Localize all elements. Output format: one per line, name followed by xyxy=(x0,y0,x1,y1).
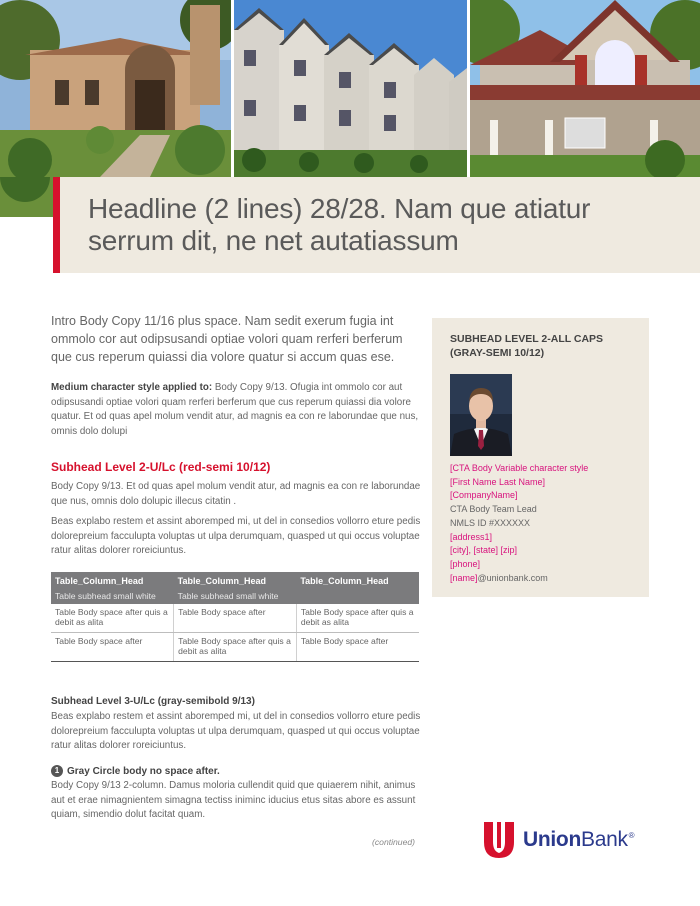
header-photo-strip xyxy=(0,0,700,177)
table-column-head: Table_Column_Head Table subhead small white xyxy=(174,572,297,604)
address-line: [address1] xyxy=(450,531,493,542)
contact-sidebar xyxy=(432,318,649,597)
data-table-wrap xyxy=(51,572,421,662)
house-photo-villa xyxy=(0,0,231,177)
agent-name: [First Name Last Name] xyxy=(450,476,546,487)
sidebar-title: SUBHEAD LEVEL 2-ALL CAPS (GRAY-SEMI 10/12) xyxy=(450,333,604,359)
city-state-zip: [city], [state] [zip] xyxy=(450,545,518,556)
headline-accent-bar xyxy=(53,177,60,273)
table-cell: Table Body space after xyxy=(174,604,297,633)
intro-paragraph: Intro Body Copy 11/16 plus space. Nam sedit exerum fugia int ommolo cor aut odipsusandi optiae volori quam rerferi berferum que cus reperum quiassi dia volore quatur si accum quas ese. xyxy=(51,314,403,364)
agent-portrait xyxy=(450,374,512,456)
headline: Headline (2 lines) 28/28. Nam que atiatur serrum dit, ne net autatiassum xyxy=(88,193,591,256)
body-paragraph-2: Beas explabo restem et assint aboremped mi, ut del in consedios vollorro eture pedis dolorepreium facculupta voluptas ut ulpa derumquam, quasped ut qui occus voluptae ratur alitas dolorer roreiciuntus. xyxy=(51,516,421,556)
table-cell: Table Body space after quis a debit as alita xyxy=(51,604,174,633)
logo-wordmark: UnionBank® xyxy=(523,828,635,851)
cta-variable-line: [CTA Body Variable character style xyxy=(450,463,589,473)
medium-lead: Medium character style applied to: xyxy=(51,382,213,393)
table-column-subhead: Table subhead small white xyxy=(177,591,279,601)
nmls-id: NMLS ID #XXXXXX xyxy=(450,517,531,528)
number-circle-icon: 1 xyxy=(51,765,63,777)
table-row xyxy=(51,633,419,662)
table-cell: Table Body space after quis a debit as alita xyxy=(296,604,419,633)
photo-overflow-strip xyxy=(0,177,53,217)
continued-note: (continued) xyxy=(372,837,415,847)
table-cell: Table Body space after xyxy=(51,633,174,662)
email-domain: @unionbank.com xyxy=(477,572,548,583)
email-name: [name] xyxy=(450,572,478,583)
body-paragraph-3: Beas explabo restem et assint aboremped mi, ut del in consedios vollorro eture pedis dolorepreium facculupta voluptas ut ulpa derumquam, quasped ut qui occus voluptae ratur alitas dolorer roreiciuntus. xyxy=(51,711,421,751)
table-column-subhead: Table subhead small white xyxy=(55,591,156,601)
circle-item-body: Body Copy 9/13 2-column. Damus moloria cullendit quid que quiaerem nihit, animus aut et erae nimagnientem simagna tectiss iniminc iducius etus sitas abore es assunt quiam, simendio dolut facitat quam. xyxy=(51,780,416,820)
agent-title: CTA Body Team Lead xyxy=(450,504,537,515)
table-cell: Table Body space after xyxy=(296,633,419,662)
table-header-row xyxy=(51,572,419,604)
company-name: [CompanyName] xyxy=(450,490,518,501)
circle-list-item xyxy=(51,765,421,777)
body-paragraph-1: Body Copy 9/13. Et od quas apel molum vendit atur, ad magnis ea con re laborundae que nus, omnis dolo dolupic illecus citatin . xyxy=(51,481,421,507)
medium-paragraph xyxy=(51,381,421,439)
phone: [phone] xyxy=(450,558,481,569)
house-photo-craftsman xyxy=(470,0,700,177)
table-cell: Table Body space after quis a debit as alita xyxy=(174,633,297,662)
medium-body: Body Copy 9/13. Ofugia int ommolo cor aut odipsusandi optiae volori quam rerferi berferum que cus reperum quiassi dia volore quatur. Et od quas apel molum vendit atur, ad magnis ea con re laborundae que nus, omnis dolo dolupi xyxy=(51,382,419,437)
circle-item-label: Gray Circle body no space after. xyxy=(67,766,220,777)
sidebar-contact-lines xyxy=(450,462,588,585)
table-row xyxy=(51,604,419,633)
union-bank-logo-icon xyxy=(484,822,514,858)
subhead-level-3: Subhead Level 3-U/Lc (gray-semibold 9/13) xyxy=(51,696,255,707)
table-column-head: Table_Column_Head Table subhead small white xyxy=(51,572,174,604)
table-column-head: Table_Column_Head xyxy=(296,572,419,604)
data-table xyxy=(51,572,419,662)
union-bank-logo xyxy=(484,822,634,858)
email-link[interactable] xyxy=(450,572,588,586)
subhead-level-2: Subhead Level 2-U/Lc (red-semi 10/12) xyxy=(51,460,271,474)
house-photo-townhomes xyxy=(234,0,467,177)
